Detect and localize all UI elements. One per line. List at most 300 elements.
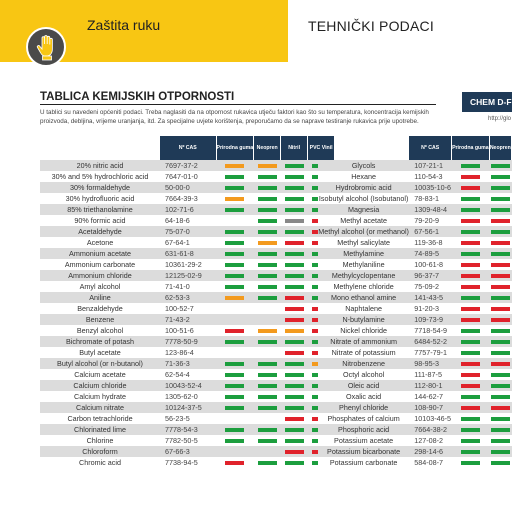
- chemical-name: Methylene chloride: [318, 281, 409, 292]
- resistance-cell: [452, 424, 490, 435]
- cas-number: 7782-50-5: [160, 435, 216, 446]
- resistance-cell: [489, 160, 511, 171]
- cas-number: 6484-52-2: [409, 336, 451, 347]
- resistance-rating-bar: [285, 252, 304, 256]
- column-header-cas: Nº CAS: [160, 136, 216, 160]
- cas-number: 10124-37-5: [160, 402, 216, 413]
- resistance-rating-bar: [491, 406, 510, 410]
- resistance-cell: [281, 402, 308, 413]
- table-row: [40, 413, 335, 424]
- resistance-rating-bar: [258, 428, 277, 432]
- cas-number: 10035-10-6: [409, 182, 451, 193]
- resistance-cell: [281, 259, 308, 270]
- table-row: [40, 336, 335, 347]
- table-row: [40, 259, 335, 270]
- table-row: [40, 369, 335, 380]
- resistance-rating-bar: [258, 406, 277, 410]
- resistance-cell: [216, 270, 254, 281]
- chemical-name: Potassium acetate: [318, 435, 409, 446]
- cas-number: 141-43-5: [409, 292, 451, 303]
- resistance-rating-bar: [491, 384, 510, 388]
- resistance-rating-bar: [225, 296, 244, 300]
- page-header: [0, 0, 512, 62]
- table-row: [318, 303, 512, 314]
- table-row: [318, 292, 512, 303]
- resistance-cell: [281, 446, 308, 457]
- table-row: [318, 457, 512, 468]
- resistance-rating-bar: [491, 362, 510, 366]
- resistance-rating-bar: [225, 461, 244, 465]
- chemical-name: Butyl alcohol (or n-butanol): [40, 358, 160, 369]
- resistance-rating-bar: [461, 395, 480, 399]
- resistance-cell: [452, 237, 490, 248]
- resistance-cell: [281, 413, 308, 424]
- resistance-cell: [216, 391, 254, 402]
- chemical-name: 30% formaldehyde: [40, 182, 160, 193]
- resistance-rating-bar: [461, 241, 480, 245]
- cas-number: 91-20-3: [409, 303, 451, 314]
- resistance-rating-bar: [285, 230, 304, 234]
- resistance-rating-bar: [285, 439, 304, 443]
- chemical-name: Methyl acetate: [318, 215, 409, 226]
- resistance-cell: [216, 303, 254, 314]
- table-row: [40, 204, 335, 215]
- chemical-name: Acetaldehyde: [40, 226, 160, 237]
- resistance-cell: [452, 314, 490, 325]
- cas-number: 7718-54-9: [409, 325, 451, 336]
- chemical-name: Chloroform: [40, 446, 160, 457]
- resistance-rating-bar: [491, 296, 510, 300]
- resistance-cell: [489, 424, 511, 435]
- resistance-rating-bar: [491, 263, 510, 267]
- chemical-name: N-butylamine: [318, 314, 409, 325]
- cas-number: 64-18-6: [160, 215, 216, 226]
- chemical-name: Benzyl alcohol: [40, 325, 160, 336]
- intro-paragraph: U tablici su navedeni općeniti podaci. Treba naglasiti da na otpornost rukavica utječu faktori kao što su temperatura, koncentracija kemijskih proizvoda, debljina, vrijeme uranjanja, itd. Za specijalne uvjete korištenja, preporučamo da se naprave testiranje rukavica prije upotrebe.: [40, 109, 429, 125]
- table-row: [318, 380, 512, 391]
- resistance-rating-bar: [491, 395, 510, 399]
- resistance-cell: [281, 193, 308, 204]
- resistance-cell: [281, 182, 308, 193]
- resistance-cell: [254, 215, 281, 226]
- resistance-cell: [216, 424, 254, 435]
- resistance-cell: [216, 171, 254, 182]
- chemical-name: Nickel chloride: [318, 325, 409, 336]
- resistance-rating-bar: [258, 384, 277, 388]
- resistance-cell: [254, 380, 281, 391]
- table-row: [40, 303, 335, 314]
- resistance-rating-bar: [285, 219, 304, 223]
- resistance-cell: [254, 435, 281, 446]
- resistance-cell: [254, 237, 281, 248]
- resistance-rating-bar: [225, 351, 244, 355]
- resistance-cell: [281, 369, 308, 380]
- resistance-cell: [281, 248, 308, 259]
- chemical-name: Chlorinated lime: [40, 424, 160, 435]
- cas-number: 111-87-5: [409, 369, 451, 380]
- resistance-cell: [216, 380, 254, 391]
- resistance-cell: [254, 391, 281, 402]
- resistance-rating-bar: [258, 296, 277, 300]
- chemical-name: Amyl alcohol: [40, 281, 160, 292]
- resistance-rating-bar: [258, 362, 277, 366]
- resistance-cell: [281, 347, 308, 358]
- cas-number: 7778-54-3: [160, 424, 216, 435]
- resistance-cell: [281, 215, 308, 226]
- chemical-name: Nitrate of potassium: [318, 347, 409, 358]
- resistance-rating-bar: [285, 417, 304, 421]
- resistance-rating-bar: [285, 307, 304, 311]
- resistance-rating-bar: [258, 307, 277, 311]
- cas-number: 100-51-6: [160, 325, 216, 336]
- chemical-name: Hexane: [318, 171, 409, 182]
- resistance-rating-bar: [285, 197, 304, 201]
- resistance-cell: [254, 413, 281, 424]
- chemical-name: Potassium carbonate: [318, 457, 409, 468]
- resistance-cell: [281, 292, 308, 303]
- chemical-name: Benzaldehyde: [40, 303, 160, 314]
- table-row: [318, 171, 512, 182]
- hand-protection-icon: [26, 27, 66, 67]
- resistance-rating-bar: [461, 329, 480, 333]
- resistance-rating-bar: [285, 428, 304, 432]
- resistance-rating-bar: [491, 186, 510, 190]
- table-row: [318, 402, 512, 413]
- resistance-cell: [216, 457, 254, 468]
- resistance-cell: [216, 358, 254, 369]
- resistance-rating-bar: [461, 230, 480, 234]
- resistance-rating-bar: [491, 351, 510, 355]
- resistance-rating-bar: [225, 307, 244, 311]
- chemical-name: 20% nitric acid: [40, 160, 160, 171]
- cas-number: 7664-38-2: [409, 424, 451, 435]
- cas-number: 102-71-6: [160, 204, 216, 215]
- resistance-cell: [281, 303, 308, 314]
- chemical-name: Calcium chloride: [40, 380, 160, 391]
- cas-number: 112-80-1: [409, 380, 451, 391]
- resistance-rating-bar: [285, 395, 304, 399]
- chemical-name: 30% and 5% hydrochloric acid: [40, 171, 160, 182]
- reference-url: http://glo: [488, 116, 512, 122]
- resistance-cell: [216, 435, 254, 446]
- resistance-rating-bar: [491, 252, 510, 256]
- table-row: [318, 347, 512, 358]
- resistance-rating-bar: [491, 164, 510, 168]
- resistance-rating-bar: [225, 219, 244, 223]
- resistance-rating-bar: [461, 318, 480, 322]
- resistance-cell: [281, 336, 308, 347]
- resistance-cell: [216, 325, 254, 336]
- resistance-cell: [489, 435, 511, 446]
- resistance-cell: [489, 446, 511, 457]
- resistance-cell: [254, 336, 281, 347]
- resistance-rating-bar: [258, 395, 277, 399]
- chemical-name: Potassium bicarbonate: [318, 446, 409, 457]
- section-header-title: TEHNIČKI PODACI: [308, 18, 434, 34]
- table-row: [318, 325, 512, 336]
- resistance-cell: [216, 182, 254, 193]
- chemical-name: Nitrobenzene: [318, 358, 409, 369]
- column-header-natural-rubber: Prirodna guma: [452, 136, 490, 160]
- chemical-name: Calcium acetate: [40, 369, 160, 380]
- resistance-cell: [216, 402, 254, 413]
- chemical-name: Glycols: [318, 160, 409, 171]
- resistance-rating-bar: [491, 461, 510, 465]
- resistance-cell: [452, 259, 490, 270]
- chemical-name: Mono ethanol amine: [318, 292, 409, 303]
- resistance-cell: [452, 457, 490, 468]
- resistance-rating-bar: [258, 450, 277, 454]
- resistance-rating-bar: [258, 461, 277, 465]
- resistance-rating-bar: [491, 208, 510, 212]
- resistance-rating-bar: [461, 461, 480, 465]
- table-row: [318, 281, 512, 292]
- table-row: [318, 248, 512, 259]
- resistance-rating-bar: [491, 373, 510, 377]
- chemical-name: 30% hydrofluoric acid: [40, 193, 160, 204]
- table-row: [318, 336, 512, 347]
- chemical-name: Calcium nitrate: [40, 402, 160, 413]
- resistance-cell: [489, 226, 511, 237]
- resistance-rating-bar: [225, 186, 244, 190]
- resistance-cell: [452, 182, 490, 193]
- resistance-cell: [254, 347, 281, 358]
- resistance-rating-bar: [285, 263, 304, 267]
- resistance-rating-bar: [225, 450, 244, 454]
- resistance-cell: [489, 215, 511, 226]
- resistance-cell: [281, 424, 308, 435]
- chemical-name: Nitrate of ammonium: [318, 336, 409, 347]
- table-row: [40, 325, 335, 336]
- resistance-cell: [489, 259, 511, 270]
- table-row: [40, 182, 335, 193]
- resistance-cell: [216, 446, 254, 457]
- chemical-name: Ammonium carbonate: [40, 259, 160, 270]
- resistance-rating-bar: [258, 186, 277, 190]
- table-row: [40, 160, 335, 171]
- cas-number: 107-21-1: [409, 160, 451, 171]
- resistance-rating-bar: [461, 417, 480, 421]
- resistance-rating-bar: [258, 417, 277, 421]
- resistance-cell: [254, 303, 281, 314]
- resistance-rating-bar: [461, 197, 480, 201]
- resistance-rating-bar: [285, 274, 304, 278]
- resistance-rating-bar: [285, 296, 304, 300]
- resistance-rating-bar: [258, 318, 277, 322]
- resistance-cell: [452, 292, 490, 303]
- chemical-name: Oleic acid: [318, 380, 409, 391]
- header-spacer: [318, 136, 409, 160]
- resistance-rating-bar: [258, 164, 277, 168]
- resistance-rating-bar: [225, 252, 244, 256]
- resistance-cell: [489, 248, 511, 259]
- table-row: [40, 215, 335, 226]
- cas-number: 7664-39-3: [160, 193, 216, 204]
- resistance-rating-bar: [491, 274, 510, 278]
- resistance-cell: [281, 358, 308, 369]
- resistance-cell: [452, 402, 490, 413]
- chemical-name: Hydrobromic acid: [318, 182, 409, 193]
- resistance-rating-bar: [491, 175, 510, 179]
- table-row: [40, 457, 335, 468]
- resistance-cell: [452, 446, 490, 457]
- resistance-cell: [452, 226, 490, 237]
- resistance-cell: [452, 270, 490, 281]
- resistance-rating-bar: [461, 439, 480, 443]
- resistance-rating-bar: [461, 406, 480, 410]
- resistance-rating-bar: [225, 362, 244, 366]
- resistance-rating-bar: [258, 241, 277, 245]
- resistance-rating-bar: [285, 175, 304, 179]
- resistance-cell: [254, 160, 281, 171]
- cas-number: 78-83-1: [409, 193, 451, 204]
- resistance-cell: [216, 292, 254, 303]
- chemical-name: Methyl alcohol (or methanol): [318, 227, 409, 236]
- resistance-cell: [281, 270, 308, 281]
- resistance-cell: [452, 413, 490, 424]
- resistance-rating-bar: [491, 439, 510, 443]
- table-row: [318, 215, 512, 226]
- resistance-rating-bar: [461, 296, 480, 300]
- chemical-name: Methylamine: [318, 248, 409, 259]
- table-row: [40, 424, 335, 435]
- cas-number: 79-20-9: [409, 215, 451, 226]
- resistance-cell: [452, 171, 490, 182]
- table-row: [40, 193, 335, 204]
- resistance-cell: [254, 248, 281, 259]
- resistance-rating-bar: [225, 208, 244, 212]
- resistance-cell: [216, 314, 254, 325]
- table-row: [40, 237, 335, 248]
- resistance-cell: [452, 204, 490, 215]
- resistance-rating-bar: [285, 351, 304, 355]
- resistance-rating-bar: [285, 285, 304, 289]
- resistance-rating-bar: [491, 428, 510, 432]
- resistance-rating-bar: [285, 318, 304, 322]
- resistance-rating-bar: [225, 230, 244, 234]
- title-rule: [40, 104, 436, 105]
- resistance-cell: [216, 281, 254, 292]
- cas-number: 75-09-2: [409, 281, 451, 292]
- table-row: [40, 391, 335, 402]
- chemical-name: Naphtalene: [318, 303, 409, 314]
- resistance-rating-bar: [461, 263, 480, 267]
- resistance-cell: [254, 182, 281, 193]
- resistance-cell: [216, 226, 254, 237]
- cas-number: 7778-50-9: [160, 336, 216, 347]
- resistance-cell: [216, 413, 254, 424]
- cas-number: 71-36-3: [160, 358, 216, 369]
- resistance-cell: [254, 281, 281, 292]
- resistance-rating-bar: [258, 351, 277, 355]
- resistance-rating-bar: [225, 417, 244, 421]
- table-row: [318, 369, 512, 380]
- resistance-cell: [452, 160, 490, 171]
- resistance-rating-bar: [258, 263, 277, 267]
- resistance-rating-bar: [461, 274, 480, 278]
- resistance-cell: [216, 347, 254, 358]
- chemical-name: Octyl alcohol: [318, 369, 409, 380]
- chemical-name: 90% formic acid: [40, 215, 160, 226]
- resistance-cell: [281, 325, 308, 336]
- resistance-cell: [489, 303, 511, 314]
- chemical-name: Acetone: [40, 237, 160, 248]
- cas-number: 67-64-1: [160, 237, 216, 248]
- resistance-rating-bar: [285, 384, 304, 388]
- cas-number: 67-66-3: [160, 446, 216, 457]
- resistance-rating-bar: [225, 395, 244, 399]
- resistance-table-right: [318, 136, 512, 468]
- resistance-cell: [216, 248, 254, 259]
- chemical-name: Methylaniline: [318, 259, 409, 270]
- cas-number: 144-62-7: [409, 391, 451, 402]
- cas-number: 127-08-2: [409, 435, 451, 446]
- resistance-cell: [452, 281, 490, 292]
- header-yellow-notch: [236, 0, 288, 62]
- resistance-cell: [254, 314, 281, 325]
- resistance-rating-bar: [258, 439, 277, 443]
- resistance-rating-bar: [461, 428, 480, 432]
- resistance-rating-bar: [285, 373, 304, 377]
- cas-number: 108-90-7: [409, 402, 451, 413]
- chemical-name: Benzene: [40, 314, 160, 325]
- resistance-cell: [254, 446, 281, 457]
- resistance-cell: [452, 347, 490, 358]
- table-row: [318, 204, 512, 215]
- resistance-rating-bar: [285, 241, 304, 245]
- table-row: [40, 314, 335, 325]
- resistance-cell: [254, 226, 281, 237]
- resistance-rating-bar: [461, 340, 480, 344]
- cas-number: 71-41-0: [160, 281, 216, 292]
- cas-number: 74-89-5: [409, 248, 451, 259]
- resistance-rating-bar: [461, 208, 480, 212]
- chemical-name: Calcium hydrate: [40, 391, 160, 402]
- chemical-name: Phosphates of calcium: [318, 413, 409, 424]
- table-row: [40, 248, 335, 259]
- chemical-name: Bichromate of potash: [40, 336, 160, 347]
- resistance-rating-bar: [225, 263, 244, 267]
- resistance-cell: [489, 237, 511, 248]
- resistance-cell: [254, 204, 281, 215]
- column-header-cas: Nº CAS: [409, 136, 451, 160]
- resistance-cell: [216, 160, 254, 171]
- column-header-nitrile: Nitril: [281, 136, 308, 160]
- resistance-cell: [281, 391, 308, 402]
- resistance-cell: [281, 314, 308, 325]
- cas-number: 123-86-4: [160, 347, 216, 358]
- table-row: [40, 281, 335, 292]
- cas-number: 71-43-2: [160, 314, 216, 325]
- resistance-rating-bar: [285, 406, 304, 410]
- resistance-rating-bar: [225, 373, 244, 377]
- chemical-name: Phenyl chloride: [318, 402, 409, 413]
- resistance-rating-bar: [225, 285, 244, 289]
- table-row: [318, 424, 512, 435]
- chemical-name: 85% triethanolamine: [40, 204, 160, 215]
- cas-number: 584-08-7: [409, 457, 451, 468]
- resistance-rating-bar: [258, 208, 277, 212]
- resistance-rating-bar: [225, 274, 244, 278]
- resistance-rating-bar: [461, 362, 480, 366]
- resistance-cell: [281, 171, 308, 182]
- resistance-cell: [489, 358, 511, 369]
- table-row: [318, 259, 512, 270]
- resistance-cell: [281, 435, 308, 446]
- resistance-rating-bar: [225, 318, 244, 322]
- resistance-cell: [216, 237, 254, 248]
- resistance-rating-bar: [491, 197, 510, 201]
